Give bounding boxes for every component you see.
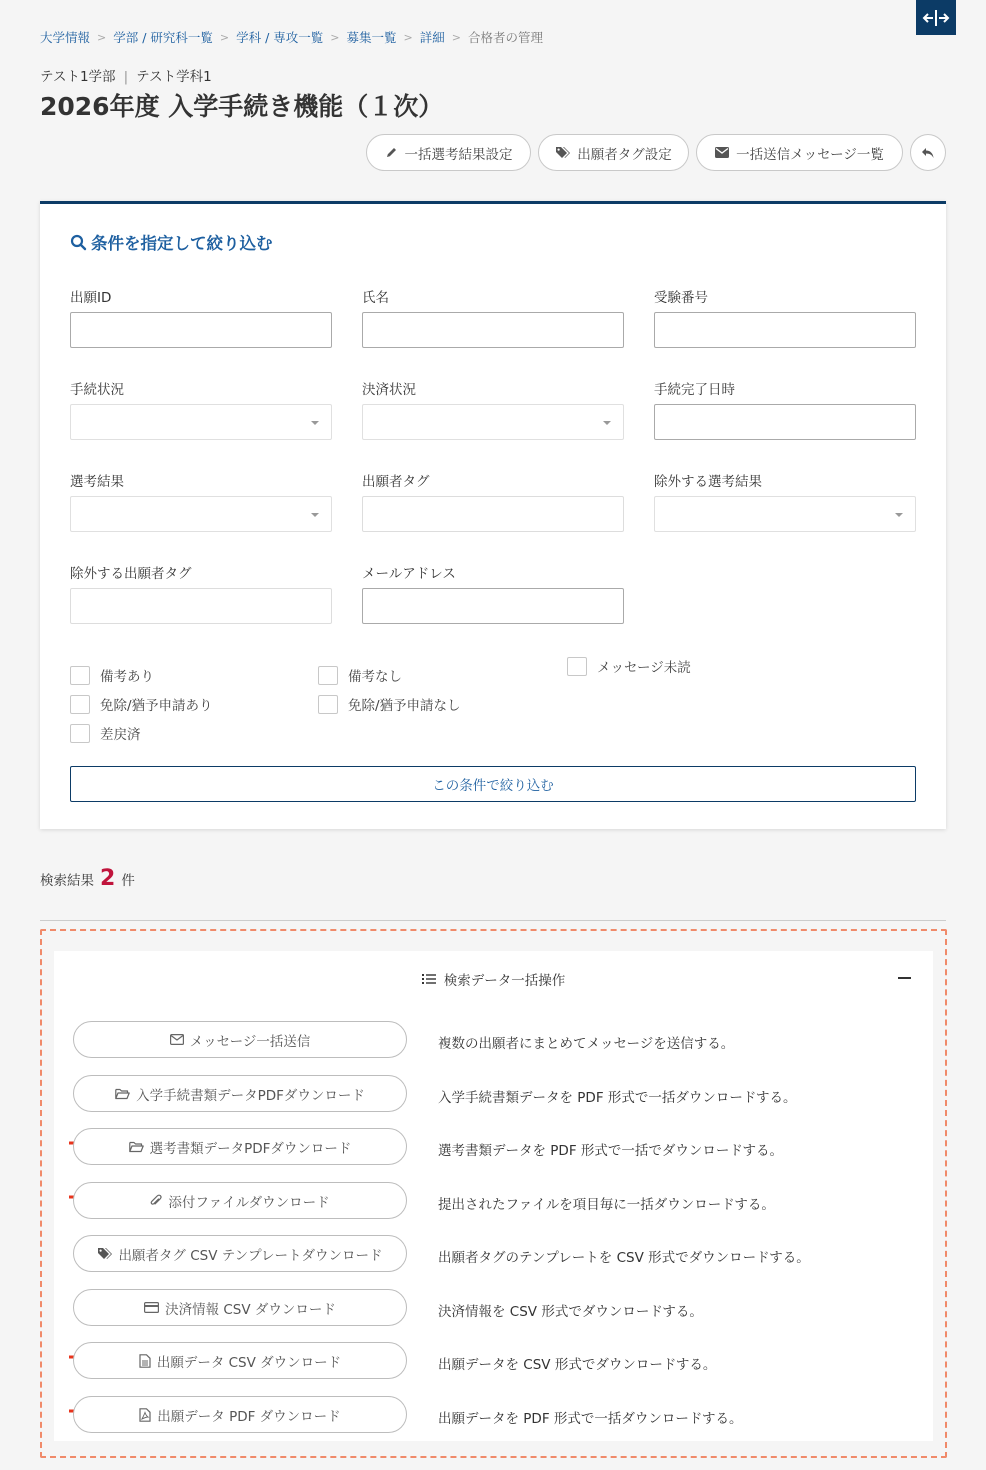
checkbox-returned-label: 差戻済 xyxy=(100,727,141,743)
filter-panel xyxy=(40,201,946,829)
checkbox-no-note-label: 備考なし xyxy=(348,669,402,685)
checkbox-returned[interactable] xyxy=(70,723,141,743)
payment-info-csv-download-label: 決済情報 CSV ダウンロード xyxy=(165,1301,336,1318)
breadcrumb-recruitments[interactable]: 募集一覧 xyxy=(346,30,397,45)
checkbox-has-note-label: 備考あり xyxy=(100,669,154,685)
applicant-tag-csv-template-download-button[interactable] xyxy=(73,1235,407,1272)
applicant-tag-csv-template-download-label: 出願者タグ CSV テンプレートダウンロード xyxy=(118,1247,383,1264)
application-id-input[interactable] xyxy=(70,312,332,348)
email-input[interactable] xyxy=(362,588,624,624)
checkbox-exemption-yes[interactable] xyxy=(70,694,213,714)
bulk-operations-panel xyxy=(40,929,947,1458)
bulk-selection-result-button[interactable] xyxy=(366,134,531,171)
credit-card-icon xyxy=(144,1302,159,1313)
dropdown-caret-icon xyxy=(895,513,903,517)
faculty-name: テスト1学部 xyxy=(40,69,116,85)
list-icon xyxy=(422,973,436,985)
search-result-label: 検索結果 xyxy=(40,873,94,889)
bulk-operations-header xyxy=(54,969,933,989)
dropdown-caret-icon xyxy=(603,421,611,425)
procedure-datetime-input[interactable] xyxy=(654,404,916,440)
breadcrumb-departments[interactable]: 学科 / 専攻一覧 xyxy=(236,30,324,45)
header-actions xyxy=(366,134,903,171)
faculty-department-line xyxy=(40,65,212,85)
attachment-download-description: 提出されたファイルを項目毎に一括ダウンロードする。 xyxy=(438,1197,775,1213)
exclude-selection-result-select[interactable] xyxy=(654,496,916,532)
breadcrumb xyxy=(40,28,543,46)
payment-info-csv-download-description: 決済情報を CSV 形式でダウンロードする。 xyxy=(438,1304,703,1320)
attachment-download-button[interactable] xyxy=(73,1182,407,1219)
selection-docs-pdf-download-description: 選考書類データを PDF 形式で一括でダウンロードする。 xyxy=(438,1143,783,1159)
checkbox-box[interactable] xyxy=(70,724,90,743)
payment-info-csv-download-button[interactable] xyxy=(73,1289,407,1326)
procedure-status-label: 手続状況 xyxy=(70,382,124,398)
envelope-icon xyxy=(715,147,729,158)
selection-result-select[interactable] xyxy=(70,496,332,532)
page-title: 2026年度 入学手続き機能（１次） xyxy=(40,92,444,121)
filter-title-text: 条件を指定して絞り込む xyxy=(91,234,273,253)
filter-title xyxy=(70,230,273,254)
checkbox-has-note[interactable] xyxy=(70,665,154,685)
exclude-selection-result-label: 除外する選考結果 xyxy=(654,474,762,490)
application-data-pdf-download-description: 出願データを PDF 形式で一括ダウンロードする。 xyxy=(438,1411,743,1427)
search-icon xyxy=(70,234,87,251)
checkbox-unread-message[interactable] xyxy=(567,656,691,676)
applicant-tag-label: 出願者タグ xyxy=(362,474,430,490)
breadcrumb-current: 合格者の管理 xyxy=(467,30,543,45)
checkbox-box[interactable] xyxy=(318,695,338,714)
selection-result-label: 選考結果 xyxy=(70,474,124,490)
breadcrumb-detail[interactable]: 詳細 xyxy=(419,30,445,45)
breadcrumb-separator: > xyxy=(403,30,413,44)
envelope-icon xyxy=(170,1034,184,1045)
divider xyxy=(40,920,946,921)
breadcrumb-faculties[interactable]: 学部 / 研究科一覧 xyxy=(113,30,213,45)
bulk-send-message-button[interactable] xyxy=(73,1021,407,1058)
bulk-message-list-label: 一括送信メッセージ一覧 xyxy=(736,146,884,163)
pencil-icon xyxy=(385,146,398,159)
enrollment-docs-pdf-download-label: 入学手続書類データPDFダウンロード xyxy=(136,1087,365,1104)
tags-icon xyxy=(97,1247,112,1260)
checkbox-exemption-yes-label: 免除/猶予申請あり xyxy=(100,698,213,714)
applicant-tag-csv-template-download-description: 出願者タグのテンプレートを CSV 形式でダウンロードする。 xyxy=(438,1250,810,1266)
arrows-horizontal-icon xyxy=(922,8,950,28)
checkbox-exemption-no-label: 免除/猶予申請なし xyxy=(348,698,461,714)
enrollment-docs-pdf-download-button[interactable] xyxy=(73,1075,407,1112)
applicant-tag-settings-button[interactable] xyxy=(538,134,689,171)
procedure-status-select[interactable] xyxy=(70,404,332,440)
breadcrumb-separator: > xyxy=(97,30,107,44)
exclude-applicant-tag-input[interactable] xyxy=(70,588,332,624)
checkbox-box[interactable] xyxy=(70,666,90,685)
folder-icon xyxy=(129,1141,144,1153)
paperclip-icon xyxy=(150,1194,162,1208)
applicant-tag-input[interactable] xyxy=(362,496,624,532)
application-data-csv-download-button[interactable] xyxy=(73,1342,407,1379)
search-result-number: 2 xyxy=(100,866,116,891)
back-button[interactable] xyxy=(910,134,946,171)
search-result-unit: 件 xyxy=(121,873,135,889)
bulk-send-message-description: 複数の出願者にまとめてメッセージを送信する。 xyxy=(438,1036,735,1052)
application-id-label: 出願ID xyxy=(70,290,112,306)
bulk-operations-body xyxy=(54,951,933,1441)
payment-status-label: 決済状況 xyxy=(362,382,416,398)
folder-icon xyxy=(115,1088,130,1100)
expand-width-toggle[interactable] xyxy=(916,0,956,35)
name-input[interactable] xyxy=(362,312,624,348)
checkbox-box[interactable] xyxy=(70,695,90,714)
attachment-download-label: 添付ファイルダウンロード xyxy=(168,1194,330,1211)
checkbox-box[interactable] xyxy=(567,657,587,676)
application-data-pdf-download-button[interactable] xyxy=(73,1396,407,1433)
file-text-icon xyxy=(139,1354,151,1368)
procedure-datetime-label: 手続完了日時 xyxy=(654,382,735,398)
apply-filter-button[interactable]: この条件で絞り込む xyxy=(70,766,916,802)
faculty-divider: | xyxy=(123,69,129,85)
reply-icon xyxy=(921,147,935,159)
file-pdf-icon xyxy=(139,1408,151,1422)
bulk-selection-result-label: 一括選考結果設定 xyxy=(404,146,513,163)
breadcrumb-separator: > xyxy=(219,30,230,44)
breadcrumb-separator: > xyxy=(330,30,340,44)
selection-docs-pdf-download-label: 選考書類データPDFダウンロード xyxy=(149,1140,352,1157)
department-name: テスト学科1 xyxy=(136,69,212,85)
exam-number-input[interactable] xyxy=(654,312,916,348)
dropdown-caret-icon xyxy=(311,421,319,425)
breadcrumb-separator: > xyxy=(451,30,461,44)
applicant-tag-settings-label: 出願者タグ設定 xyxy=(577,146,672,163)
dropdown-caret-icon xyxy=(311,513,319,517)
selection-docs-pdf-download-button[interactable] xyxy=(73,1128,407,1165)
checkbox-exemption-no[interactable] xyxy=(318,694,461,714)
checkbox-no-note[interactable] xyxy=(318,665,402,685)
exclude-applicant-tag-label: 除外する出願者タグ xyxy=(70,566,192,582)
enrollment-docs-pdf-download-description: 入学手続書類データを PDF 形式で一括ダウンロードする。 xyxy=(438,1090,797,1106)
name-label: 氏名 xyxy=(362,290,389,306)
bulk-message-list-button[interactable] xyxy=(696,134,903,171)
application-data-pdf-download-label: 出願データ PDF ダウンロード xyxy=(157,1408,341,1425)
email-label: メールアドレス xyxy=(362,566,456,582)
breadcrumb-university[interactable]: 大学情報 xyxy=(40,30,91,45)
payment-status-select[interactable] xyxy=(362,404,624,440)
application-data-csv-download-label: 出願データ CSV ダウンロード xyxy=(156,1354,342,1371)
tags-icon xyxy=(555,146,570,159)
checkbox-box[interactable] xyxy=(318,666,338,685)
bulk-send-message-label: メッセージ一括送信 xyxy=(189,1033,311,1050)
collapse-minus-icon[interactable] xyxy=(898,977,911,979)
exam-number-label: 受験番号 xyxy=(654,290,708,306)
search-result-count xyxy=(40,866,135,891)
application-data-csv-download-description: 出願データを CSV 形式でダウンロードする。 xyxy=(438,1357,717,1373)
checkbox-unread-message-label: メッセージ未読 xyxy=(597,660,691,676)
bulk-operations-title: 検索データ一括操作 xyxy=(443,973,566,989)
